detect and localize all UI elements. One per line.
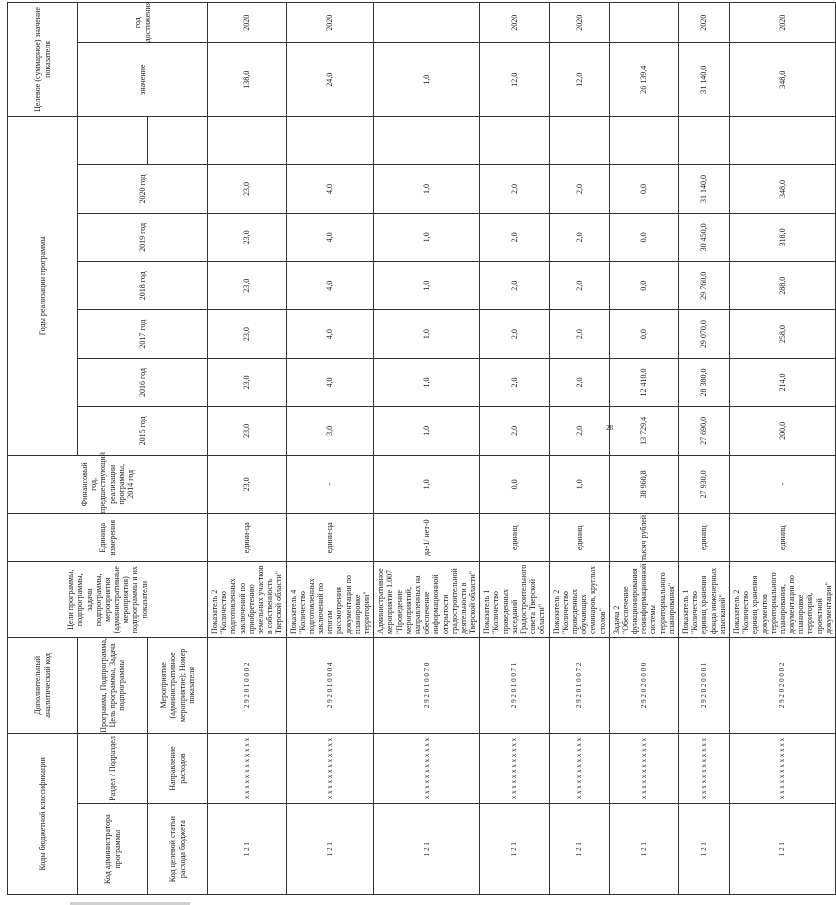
code-part: x <box>575 764 584 768</box>
admin-code-cell <box>549 804 609 895</box>
indicators-table <box>7 2 836 895</box>
budget-code-cell <box>729 733 835 804</box>
admin-code-cell <box>286 804 374 895</box>
code-part: 1 2 1 <box>510 842 519 857</box>
code-part: x x <box>242 779 251 789</box>
blank-cell <box>679 116 730 164</box>
code-part: 1 2 1 <box>575 842 584 857</box>
code-part: x <box>778 764 787 768</box>
y2019-cell: 30 450,0 <box>679 213 730 261</box>
code-part: 0 <box>699 688 708 693</box>
y2015-cell: 13 729,4 <box>609 407 678 455</box>
fin-year-cell: 0,0 <box>480 455 549 513</box>
code-part: 1 2 1 <box>778 842 787 857</box>
blank-cell <box>286 116 374 164</box>
indicator-name-cell: Показатель 4 "Количество подготовленных заключений по итогам рассмотрения документации по планировке территории" <box>286 562 374 638</box>
code-part: 2 9 <box>778 699 787 709</box>
header-budget-codes: Коды бюджетной классификации <box>8 733 78 894</box>
unit-cell: да-1/ нет-0 <box>374 514 480 562</box>
code-part: 0 <box>510 688 519 693</box>
budget-code-cell <box>208 733 287 804</box>
indicator-name-cell: Показатель 2 "Количество подготовленных заключений по приобретению земельных участков в собственность Тверской области" <box>208 562 287 638</box>
code-part: 1 <box>699 662 708 667</box>
y2019-cell: 23,0 <box>208 213 287 261</box>
header-2017: 2017 год <box>78 310 208 358</box>
indicator-name-cell: Показатель 1 "Количество единиц хранения фонда инженерных изысканий" <box>679 562 730 638</box>
table-row <box>208 3 287 895</box>
code-part: 0 0 7 <box>575 667 584 682</box>
header-name: Цели программы, подпрограммы, задачи подпрограммы, мероприятия (административные мероприятия) подпрограммы и их показатели <box>8 562 208 638</box>
target-year-cell <box>374 3 480 43</box>
program-code-cell <box>609 638 678 734</box>
code-part: 2 <box>510 694 519 698</box>
unit-cell: тысяч рублей <box>609 514 678 562</box>
y2020-cell: 2,0 <box>480 165 549 213</box>
code-part: x x <box>422 779 431 789</box>
target-value-cell: 12,0 <box>480 43 549 117</box>
code-part: x x <box>325 779 334 789</box>
header-years: Годы реализации программы <box>8 116 78 455</box>
code-part: 1 <box>510 662 519 667</box>
target-year-cell: 2020 <box>679 3 730 43</box>
target-value-cell: 348,0 <box>729 43 835 117</box>
y2016-cell: 1,0 <box>374 358 480 406</box>
y2015-cell: 2,0 <box>549 407 609 455</box>
code-part: 0 0 0 <box>242 667 251 682</box>
unit-cell: едини-ца <box>208 514 287 562</box>
table-row <box>286 3 374 895</box>
y2016-cell: 4,0 <box>286 358 374 406</box>
code-part: x x <box>699 769 708 779</box>
header-fin-year: Финансовый год, предшествующий реализации программы, 2014 год <box>8 455 208 513</box>
blank-cell <box>609 116 678 164</box>
code-part: 2 <box>699 694 708 698</box>
admin-code-cell <box>679 804 730 895</box>
code-part: x <box>699 764 708 768</box>
header-2019: 2019 год <box>78 213 208 261</box>
header-2018: 2018 год <box>78 262 208 310</box>
fin-year-cell: 38 960,8 <box>609 455 678 513</box>
program-code-cell <box>208 638 287 734</box>
y2018-cell: 2,0 <box>549 262 609 310</box>
code-part: x <box>242 764 251 768</box>
code-part: 2 9 <box>639 699 648 709</box>
code-part: 1 <box>325 683 334 688</box>
code-part: 1 2 1 <box>422 842 431 857</box>
code-part: 1 <box>575 683 584 688</box>
header-admin: Код администратора программы <box>78 804 148 895</box>
code-part: x x <box>778 779 787 789</box>
code-part: 0 <box>422 688 431 693</box>
code-part: 2 9 <box>325 699 334 709</box>
fin-year-cell: 1,0 <box>374 455 480 513</box>
header-additional-code: Дополнительный аналитический код <box>8 638 78 734</box>
y2017-cell: 2,0 <box>480 310 549 358</box>
code-part: 1 2 1 <box>242 842 251 857</box>
y2015-cell: 23,0 <box>208 407 287 455</box>
code-part: x x <box>575 790 584 800</box>
code-part: x x x x x <box>639 737 648 763</box>
header-mer-nom: Мероприятие (административное мероприятие); Номер показателя <box>148 638 208 734</box>
unit-cell: единиц <box>549 514 609 562</box>
y2016-cell: 2,0 <box>480 358 549 406</box>
header-value: значение <box>78 43 208 117</box>
program-code-cell <box>480 638 549 734</box>
code-part: x x <box>510 779 519 789</box>
header-csr: Код целевой статьи расхода бюджета <box>148 804 208 895</box>
budget-code-cell <box>374 733 480 804</box>
y2018-cell: 29 760,0 <box>679 262 730 310</box>
y2019-cell: 2,0 <box>549 213 609 261</box>
y2018-cell: 2,0 <box>480 262 549 310</box>
code-part: 2 <box>639 694 648 698</box>
budget-code-cell <box>286 733 374 804</box>
code-part: 2 9 <box>510 699 519 709</box>
code-part: 2 <box>242 694 251 698</box>
admin-code-cell <box>729 804 835 895</box>
code-part: 2 9 <box>422 699 431 709</box>
fin-year-cell: 1,0 <box>549 455 609 513</box>
y2017-cell: 258,0 <box>729 310 835 358</box>
code-part: 1 2 1 <box>699 842 708 857</box>
code-part: 2 <box>242 662 251 667</box>
code-part: x x <box>242 790 251 800</box>
indicator-name-cell: Показатель 1 "Количество проведенных заседаний Градостроительного совета Тверской области" <box>480 562 549 638</box>
code-part: x <box>422 764 431 768</box>
code-part: x x <box>699 790 708 800</box>
code-part: 0 <box>422 662 431 667</box>
code-part: 0 <box>575 688 584 693</box>
table-row <box>609 3 678 895</box>
header-2015: 2015 год <box>78 407 208 455</box>
code-part: x x x x x <box>510 737 519 763</box>
code-part: x x x x x <box>325 737 334 763</box>
y2018-cell: 23,0 <box>208 262 287 310</box>
header-vid: Направление расходов <box>148 733 208 804</box>
y2020-cell: 23,0 <box>208 165 287 213</box>
target-value-cell: 24,0 <box>286 43 374 117</box>
y2015-cell: 27 690,0 <box>679 407 730 455</box>
code-part: 0 0 0 <box>639 667 648 682</box>
fin-year-cell: 27 930,0 <box>679 455 730 513</box>
y2016-cell: 12 410,0 <box>609 358 678 406</box>
code-part: 0 0 0 <box>699 667 708 682</box>
code-part: x x x x x <box>422 737 431 763</box>
code-part: x x <box>778 769 787 779</box>
blank-cell <box>549 116 609 164</box>
code-part: x x <box>575 769 584 779</box>
header-razdel-podrazdel: Раздел / Подраздел <box>78 733 148 804</box>
code-part: 1 <box>510 683 519 688</box>
y2017-cell: 4,0 <box>286 310 374 358</box>
code-part: 0 0 7 <box>510 667 519 682</box>
code-part: x x <box>325 769 334 779</box>
header-prog-codes: Программа, Подпрограмма, Цель программы, Задача подпрограммы <box>78 638 148 734</box>
unit-cell: единиц <box>729 514 835 562</box>
code-part: x x x x x <box>575 737 584 763</box>
y2020-cell: 1,0 <box>374 165 480 213</box>
code-part: 2 <box>325 694 334 698</box>
indicator-name-cell: Показатель 2 "Количество единиц хранения документов территориального планирования, документации по планировке территорий, проектной документации" <box>729 562 835 638</box>
code-part: 0 <box>639 688 648 693</box>
blank-cell <box>374 116 480 164</box>
y2020-cell: 4,0 <box>286 165 374 213</box>
target-value-cell: 1,0 <box>374 43 480 117</box>
code-part: x x x x x <box>778 737 787 763</box>
program-code-cell <box>286 638 374 734</box>
program-code-cell <box>374 638 480 734</box>
header-2020: 2020 год <box>78 165 208 213</box>
table-row <box>729 3 835 895</box>
code-part: 0 <box>242 688 251 693</box>
code-part: x x <box>699 779 708 789</box>
code-part: x x <box>639 769 648 779</box>
y2015-cell: 3,0 <box>286 407 374 455</box>
admin-code-cell <box>208 804 287 895</box>
program-code-cell <box>679 638 730 734</box>
unit-cell: едини-ца <box>286 514 374 562</box>
target-value-cell: 26 139,4 <box>609 43 678 117</box>
fin-year-cell: - <box>729 455 835 513</box>
code-part: x <box>639 764 648 768</box>
y2015-cell: 1,0 <box>374 407 480 455</box>
y2020-cell: 348,0 <box>729 165 835 213</box>
y2019-cell: 4,0 <box>286 213 374 261</box>
y2017-cell: 0,0 <box>609 310 678 358</box>
code-part: 1 <box>242 683 251 688</box>
y2018-cell: 4,0 <box>286 262 374 310</box>
code-part: 2 9 <box>575 699 584 709</box>
indicator-name-cell: Задача 2 "Обеспечение функционирования геоинформационной системы территориального планирования" <box>609 562 678 638</box>
code-part: x x <box>575 779 584 789</box>
y2018-cell: 1,0 <box>374 262 480 310</box>
y2019-cell: 0,0 <box>609 213 678 261</box>
y2016-cell: 28 380,0 <box>679 358 730 406</box>
y2018-cell: 288,0 <box>729 262 835 310</box>
code-part: x x <box>778 790 787 800</box>
blank-cell <box>729 116 835 164</box>
y2020-cell: 0,0 <box>609 165 678 213</box>
code-part: 2 <box>422 694 431 698</box>
code-part: 2 9 <box>242 699 251 709</box>
code-part: 2 9 <box>699 699 708 709</box>
target-year-cell: 2020 <box>729 3 835 43</box>
blank-cell <box>480 116 549 164</box>
code-part: 4 <box>325 662 334 667</box>
code-part: 1 2 1 <box>639 842 648 857</box>
code-part: 0 0 0 <box>778 667 787 682</box>
target-year-cell: 2020 <box>480 3 549 43</box>
page-number: 28 <box>606 424 613 432</box>
y2015-cell: 2,0 <box>480 407 549 455</box>
budget-code-cell <box>679 733 730 804</box>
y2016-cell: 214,0 <box>729 358 835 406</box>
code-part: 0 <box>325 688 334 693</box>
table-row <box>374 3 480 895</box>
code-part: 2 <box>699 683 708 688</box>
table-row <box>679 3 730 895</box>
indicator-name-cell: Административное мероприятие 1.007 "Проведение мероприятий, направленных на обеспечение информационной открытости градостроительной деятельности в Тверской области" <box>374 562 480 638</box>
code-part: 2 <box>575 662 584 667</box>
code-part: 2 <box>778 683 787 688</box>
unit-cell: единиц <box>480 514 549 562</box>
target-value-cell: 12,0 <box>549 43 609 117</box>
code-part: 0 0 7 <box>422 667 431 682</box>
code-part: x <box>510 764 519 768</box>
table-body <box>208 3 836 895</box>
indicator-name-cell: Показатель 2 "Количество проведенных обучающих семинаров, круглых столов" <box>549 562 609 638</box>
code-part: x x <box>639 790 648 800</box>
y2017-cell: 1,0 <box>374 310 480 358</box>
code-part: x x x x x <box>699 737 708 763</box>
y2016-cell: 2,0 <box>549 358 609 406</box>
code-part: x x <box>242 769 251 779</box>
code-part: 0 <box>778 688 787 693</box>
header-year-done: год достижения <box>78 3 208 43</box>
admin-code-cell <box>480 804 549 895</box>
y2016-cell: 23,0 <box>208 358 287 406</box>
y2017-cell: 2,0 <box>549 310 609 358</box>
code-part: 2 <box>778 694 787 698</box>
code-part: x <box>325 764 334 768</box>
code-part: x x <box>422 790 431 800</box>
y2020-cell: 31 140,0 <box>679 165 730 213</box>
budget-code-cell <box>549 733 609 804</box>
y2017-cell: 29 070,0 <box>679 310 730 358</box>
table-row <box>480 3 549 895</box>
code-part: 2 <box>639 683 648 688</box>
rotated-table-container <box>7 1 833 895</box>
code-part: 2 <box>778 662 787 667</box>
y2017-cell: 23,0 <box>208 310 287 358</box>
blank-cell <box>208 116 287 164</box>
fin-year-cell: - <box>286 455 374 513</box>
code-part: x x <box>639 779 648 789</box>
code-part: x x x x x <box>242 737 251 763</box>
y2019-cell: 1,0 <box>374 213 480 261</box>
header-blank-2 <box>148 116 208 164</box>
admin-code-cell <box>609 804 678 895</box>
header-2016: 2016 год <box>78 358 208 406</box>
code-part: x x <box>422 769 431 779</box>
program-code-cell <box>549 638 609 734</box>
fin-year-cell: 23,0 <box>208 455 287 513</box>
code-part: x x <box>510 790 519 800</box>
unit-cell: единиц <box>679 514 730 562</box>
y2018-cell: 0,0 <box>609 262 678 310</box>
code-part: 0 0 0 <box>325 667 334 682</box>
header-target: Целевое (суммарное) значение показателя <box>8 3 78 117</box>
budget-code-cell <box>609 733 678 804</box>
target-value-cell: 31 140,0 <box>679 43 730 117</box>
y2020-cell: 2,0 <box>549 165 609 213</box>
table-row <box>549 3 609 895</box>
y2015-cell: 200,0 <box>729 407 835 455</box>
code-part: 1 2 1 <box>325 842 334 857</box>
y2019-cell: 2,0 <box>480 213 549 261</box>
target-year-cell <box>609 3 678 43</box>
code-part: 1 <box>422 683 431 688</box>
budget-code-cell <box>480 733 549 804</box>
code-part: 2 <box>575 694 584 698</box>
program-code-cell <box>729 638 835 734</box>
target-value-cell: 138,0 <box>208 43 287 117</box>
admin-code-cell <box>374 804 480 895</box>
target-year-cell: 2020 <box>208 3 287 43</box>
target-year-cell: 2020 <box>286 3 374 43</box>
code-part: 0 <box>639 662 648 667</box>
header-blank <box>78 116 148 164</box>
code-part: x x <box>325 790 334 800</box>
code-part: x x <box>510 769 519 779</box>
header-unit: Единица измерения <box>8 514 208 562</box>
target-year-cell: 2020 <box>549 3 609 43</box>
y2019-cell: 318,0 <box>729 213 835 261</box>
